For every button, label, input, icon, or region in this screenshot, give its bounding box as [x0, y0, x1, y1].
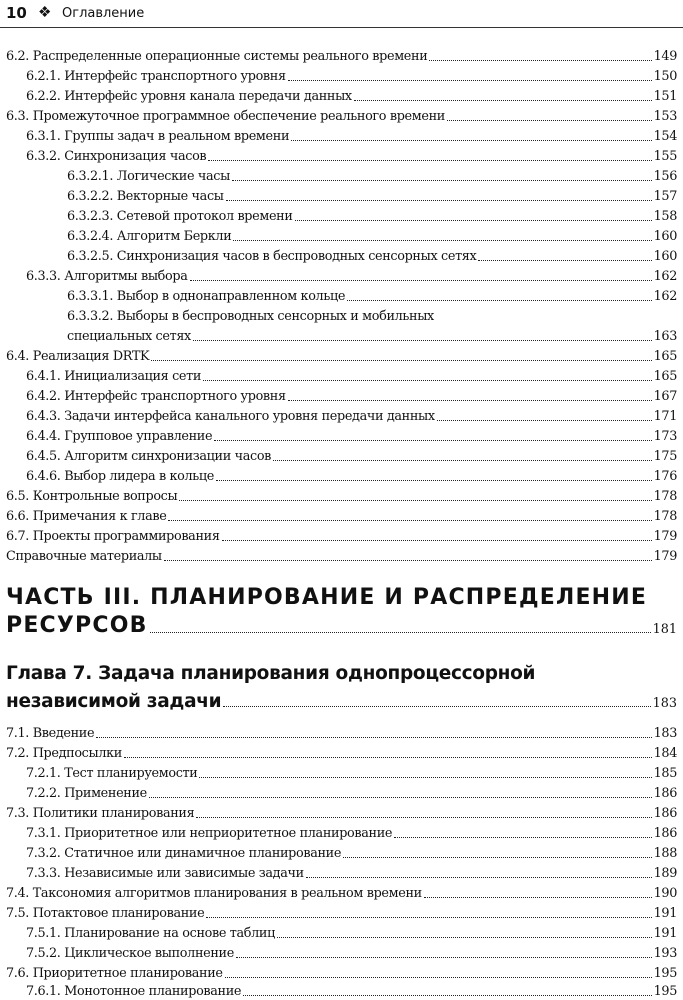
leader-dots	[150, 632, 651, 633]
toc-entry-title: 6.3.3.1. Выбор в однонаправленном кольце	[67, 289, 346, 304]
toc-entry-title: 6.2.2. Интерфейс уровня канала передачи данных	[26, 89, 352, 104]
toc-entry-page: 186	[653, 826, 677, 841]
leader-dots	[306, 877, 652, 878]
toc-entry-title: 7.5.2. Циклическое выполнение	[26, 946, 234, 961]
toc-entry-page: 191	[653, 906, 677, 921]
toc-entry[interactable]	[67, 225, 677, 245]
toc-entry-page: 178	[653, 489, 677, 504]
toc-entry[interactable]	[26, 980, 677, 1000]
toc-entry-page: 190	[653, 886, 677, 901]
leader-dots	[288, 80, 652, 81]
leader-dots	[96, 737, 651, 738]
toc-entry-title: Справочные материалы	[6, 549, 162, 564]
leader-dots	[424, 897, 652, 898]
leader-dots	[214, 440, 651, 441]
leader-dots	[429, 60, 651, 61]
toc-entry[interactable]	[26, 782, 677, 802]
leader-dots	[216, 480, 652, 481]
toc-entry-page: 185	[653, 766, 677, 781]
leader-dots	[196, 817, 651, 818]
toc-entry-page: 156	[653, 169, 677, 184]
toc-entry-title: 6.4.1. Инициализация сети	[26, 369, 202, 384]
toc-entry-page: 176	[653, 469, 677, 484]
toc-entry[interactable]	[6, 882, 677, 902]
toc-entry-page: 153	[653, 109, 677, 124]
leader-dots	[203, 380, 652, 381]
leader-dots	[168, 520, 651, 521]
part-title-line2: РЕСУРСОВ	[6, 613, 148, 638]
leader-dots	[225, 977, 652, 978]
toc-entry-page: 165	[653, 369, 677, 384]
chapter-title-line1: Глава 7. Задача планирования однопроцессорной	[6, 663, 536, 684]
toc-entry-title: 6.3.2.2. Векторные часы	[67, 189, 224, 204]
toc-entry-title: 6.4. Реализация DRTK	[6, 349, 150, 364]
toc-entry[interactable]	[67, 285, 677, 305]
toc-entry-page: 157	[653, 189, 677, 204]
leader-dots	[199, 777, 651, 778]
chapter-title-line2: независимой задачи	[6, 691, 222, 712]
toc-entry[interactable]	[6, 742, 677, 762]
toc-entry-page: 149	[653, 49, 677, 64]
toc-entry[interactable]	[6, 902, 677, 922]
toc-entry[interactable]	[6, 485, 677, 505]
toc-entry[interactable]	[26, 125, 677, 145]
toc-entry-title-line1: 6.3.3.2. Выборы в беспроводных сенсорных и мобильных	[67, 309, 434, 324]
header-rule	[0, 27, 683, 28]
toc-entry[interactable]	[26, 65, 677, 85]
toc-entry[interactable]	[26, 942, 677, 962]
leader-dots	[277, 937, 652, 938]
toc-entry-title: 6.2.1. Интерфейс транспортного уровня	[26, 69, 286, 84]
leader-dots	[291, 140, 651, 141]
leader-dots	[394, 837, 652, 838]
toc-entry-page: 175	[653, 449, 677, 464]
toc-entry[interactable]	[26, 822, 677, 842]
leader-dots	[347, 300, 652, 301]
leader-dots	[208, 160, 651, 161]
leader-dots	[190, 280, 652, 281]
toc-entry-page: 191	[653, 926, 677, 941]
leader-dots	[223, 706, 650, 707]
toc-entry-title: 7.3.3. Независимые или зависимые задачи	[26, 866, 304, 881]
page-number: 10	[6, 4, 27, 22]
toc-entry-title: 6.3. Промежуточное программное обеспечение реального времени	[6, 109, 445, 124]
toc-entry-page: 163	[653, 329, 677, 344]
chapter-entry[interactable]	[6, 686, 677, 712]
leader-dots	[447, 120, 652, 121]
toc-entry[interactable]	[67, 245, 677, 265]
toc-entry-title: 7.6. Приоритетное планирование	[6, 966, 223, 981]
toc-entry-page: 183	[653, 726, 677, 741]
toc-entry-page: 154	[653, 129, 677, 144]
toc-entry[interactable]	[26, 405, 677, 425]
toc-entry-title: 7.2.2. Применение	[26, 786, 147, 801]
toc-entry-title: 7.3.1. Приоритетное или неприоритетное планирование	[26, 826, 393, 841]
toc-entry-title: 6.3.2.5. Синхронизация часов в беспроводных сенсорных сетях	[67, 249, 477, 264]
toc-entry[interactable]	[26, 862, 677, 882]
leader-dots	[164, 560, 652, 561]
leader-dots	[193, 340, 652, 341]
leader-dots	[206, 917, 651, 918]
toc-entry[interactable]	[26, 842, 677, 862]
leader-dots	[273, 460, 652, 461]
leader-dots	[343, 857, 652, 858]
toc-entry[interactable]	[6, 45, 677, 65]
toc-entry-title: 7.4. Таксономия алгоритмов планирования в реальном времени	[6, 886, 422, 901]
toc-entry[interactable]	[26, 85, 677, 105]
toc-entry-page: 179	[653, 529, 677, 544]
toc-entry-page: 195	[653, 966, 677, 981]
toc-entry-page: 171	[653, 409, 677, 424]
leader-dots	[226, 200, 652, 201]
toc-entry-title: 6.4.4. Групповое управление	[26, 429, 213, 444]
toc-entry-title: 6.3.3. Алгоритмы выбора	[26, 269, 188, 284]
toc-entry-title: 7.5. Потактовое планирование	[6, 906, 205, 921]
ornament-icon: ❖	[38, 3, 52, 21]
toc-entry-title: 6.4.3. Задачи интерфейса канального уровня передачи данных	[26, 409, 435, 424]
toc-entry-page: 189	[653, 866, 677, 881]
toc-entry[interactable]	[67, 325, 677, 345]
toc-entry-title: 6.6. Примечания к главе	[6, 509, 167, 524]
toc-entry-title: 6.4.5. Алгоритм синхронизации часов	[26, 449, 272, 464]
toc-entry-title: 6.4.6. Выбор лидера в кольце	[26, 469, 215, 484]
toc-entry-page: 151	[653, 89, 677, 104]
toc-entry-page: 150	[653, 69, 677, 84]
toc-entry-title: 7.5.1. Планирование на основе таблиц	[26, 926, 275, 941]
toc-entry-page: 162	[653, 289, 677, 304]
leader-dots	[124, 757, 652, 758]
toc-entry-title: 6.4.2. Интерфейс транспортного уровня	[26, 389, 286, 404]
toc-entry-page: 184	[653, 746, 677, 761]
toc-entry-title: 6.3.2.3. Сетевой протокол времени	[67, 209, 293, 224]
toc-entry-title: 6.2. Распределенные операционные системы реального времени	[6, 49, 428, 64]
toc-entry[interactable]	[26, 385, 677, 405]
toc-entry-title: 7.2.1. Тест планируемости	[26, 766, 198, 781]
leader-dots	[478, 260, 651, 261]
toc-entry-page: 165	[653, 349, 677, 364]
toc-entry-title: 6.3.2.4. Алгоритм Беркли	[67, 229, 232, 244]
toc-entry[interactable]	[26, 425, 677, 445]
toc-entry-page: 160	[653, 249, 677, 264]
toc-entry-title: 6.7. Проекты программирования	[6, 529, 220, 544]
toc-entry-page: 186	[653, 786, 677, 801]
toc-entry[interactable]	[26, 762, 677, 782]
leader-dots	[288, 400, 652, 401]
toc-entry-title: 7.3.2. Статичное или динамичное планирование	[26, 846, 342, 861]
toc-entry-page: 167	[653, 389, 677, 404]
toc-entry[interactable]	[26, 365, 677, 385]
toc-entry-title: 6.5. Контрольные вопросы	[6, 489, 178, 504]
page-header	[0, 0, 683, 28]
toc-entry[interactable]	[6, 962, 677, 982]
toc-entry-page: 158	[653, 209, 677, 224]
leader-dots	[179, 500, 651, 501]
toc-entry-title: 6.3.2.1. Логические часы	[67, 169, 230, 184]
chapter-page: 183	[652, 696, 677, 711]
toc-entry[interactable]	[67, 205, 677, 225]
leader-dots	[232, 180, 652, 181]
toc-entry-title: 7.1. Введение	[6, 726, 95, 741]
leader-dots	[233, 240, 651, 241]
toc-entry[interactable]	[6, 802, 677, 822]
toc-entry[interactable]	[6, 525, 677, 545]
toc-entry-title: специальных сетях	[67, 329, 191, 344]
leader-dots	[149, 797, 652, 798]
toc-entry[interactable]	[6, 545, 677, 565]
toc-entry-page: 179	[653, 549, 677, 564]
toc-entry-page: 173	[653, 429, 677, 444]
toc-entry[interactable]	[67, 185, 677, 205]
part-entry[interactable]	[6, 612, 677, 638]
toc-entry[interactable]	[26, 465, 677, 485]
toc-entry[interactable]	[26, 445, 677, 465]
toc-entry-title: 7.2. Предпосылки	[6, 746, 122, 761]
toc-entry-title: 6.3.2. Синхронизация часов	[26, 149, 207, 164]
toc-entry[interactable]	[26, 145, 677, 165]
leader-dots	[354, 100, 652, 101]
toc-entry-page: 186	[653, 806, 677, 821]
toc-entry-title: 7.3. Политики планирования	[6, 806, 195, 821]
leader-dots	[236, 957, 652, 958]
part-page: 181	[652, 622, 677, 637]
toc-entry-page: 188	[653, 846, 677, 861]
toc-entry-page: 160	[653, 229, 677, 244]
leader-dots	[222, 540, 652, 541]
toc-entry-page: 178	[653, 509, 677, 524]
toc-entry[interactable]	[6, 105, 677, 125]
leader-dots	[243, 995, 651, 996]
leader-dots	[151, 360, 651, 361]
toc-entry-page: 193	[653, 946, 677, 961]
leader-dots	[437, 420, 652, 421]
toc-entry-title: 7.6.1. Монотонное планирование	[26, 984, 242, 999]
toc-entry-title: 6.3.1. Группы задач в реальном времени	[26, 129, 290, 144]
toc-entry[interactable]	[6, 345, 677, 365]
toc-entry-page: 155	[653, 149, 677, 164]
toc-entry[interactable]	[6, 722, 677, 742]
leader-dots	[295, 220, 652, 221]
toc-entry[interactable]	[26, 265, 677, 285]
toc-entry[interactable]	[26, 922, 677, 942]
toc-entry-page: 162	[653, 269, 677, 284]
part-title-line1: ЧАСТЬ III. ПЛАНИРОВАНИЕ И РАСПРЕДЕЛЕНИЕ	[6, 585, 648, 610]
toc-entry[interactable]	[67, 165, 677, 185]
toc-entry-page: 195	[653, 984, 677, 999]
toc-entry[interactable]	[6, 505, 677, 525]
running-title: Оглавление	[62, 6, 145, 21]
